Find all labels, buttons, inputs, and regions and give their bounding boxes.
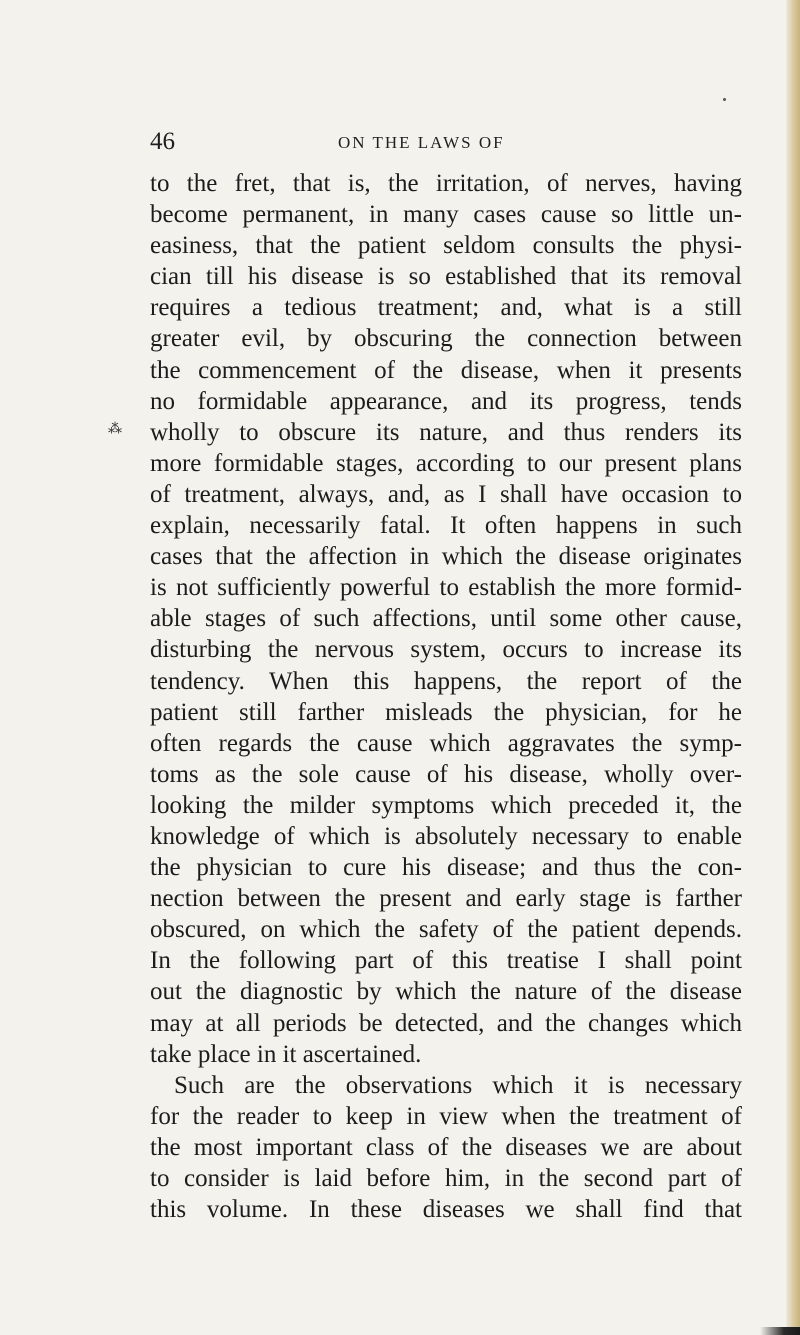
text-line: for the reader to keep in view when the treatment of bbox=[150, 1102, 742, 1130]
text-line: explain, necessarily fatal. It often happens in such bbox=[150, 512, 742, 540]
text-line: looking the milder symptoms which preceded it, the bbox=[150, 791, 742, 819]
text-line: become permanent, in many cases cause so little un- bbox=[150, 201, 742, 229]
text-line: more formidable stages, according to our present plans bbox=[150, 449, 742, 477]
text-line: out the diagnostic by which the nature of the disease bbox=[150, 978, 742, 1006]
text-line: In the following part of this treatise I shall point bbox=[150, 947, 742, 975]
page-number: 46 bbox=[150, 128, 175, 155]
text-line: to the fret, that is, the irritation, of nerves, having bbox=[150, 170, 742, 197]
text-line: easiness, that the patient seldom consults the physi- bbox=[150, 232, 742, 260]
text-line: cian till his disease is so established that its removal bbox=[150, 263, 742, 291]
page-edge-shadow bbox=[786, 0, 800, 1335]
text-line: patient still farther misleads the physician, for he bbox=[150, 698, 742, 726]
text-line: often regards the cause which aggravates the symp- bbox=[150, 729, 742, 757]
text-line: Such are the observations which it is necessary bbox=[174, 1071, 742, 1099]
text-line: requires a tedious treatment; and, what is a still bbox=[150, 294, 742, 322]
page-header bbox=[150, 128, 750, 160]
page-corner-shadow bbox=[760, 1327, 800, 1335]
text-line: of treatment, always, and, as I shall have occasion to bbox=[150, 480, 742, 508]
ink-speck bbox=[723, 98, 726, 101]
text-line: greater evil, by obscuring the connection between bbox=[150, 325, 742, 353]
running-head: ON THE LAWS OF bbox=[338, 133, 505, 152]
margin-mark-icon: ⁂ bbox=[108, 421, 122, 437]
body-text bbox=[150, 168, 742, 1225]
text-line: wholly to obscure its nature, and thus renders its bbox=[150, 418, 742, 446]
text-line: this volume. In these diseases we shall find that bbox=[150, 1196, 742, 1224]
text-line: toms as the sole cause of his disease, wholly over- bbox=[150, 760, 742, 788]
text-line: may at all periods be detected, and the changes which bbox=[150, 1009, 742, 1037]
text-line: cases that the affection in which the disease originates bbox=[150, 543, 742, 571]
text-line: obscured, on which the safety of the patient depends. bbox=[150, 916, 742, 944]
text-line: no formidable appearance, and its progress, tends bbox=[150, 387, 742, 415]
text-line: disturbing the nervous system, occurs to increase its bbox=[150, 636, 742, 664]
text-line: is not sufficiently powerful to establish the more formid- bbox=[150, 574, 742, 602]
text-line: take place in it ascertained. bbox=[150, 1040, 422, 1068]
text-line: tendency. When this happens, the report of the bbox=[150, 667, 742, 695]
text-line: the most important class of the diseases we are about bbox=[150, 1133, 742, 1161]
text-line: to consider is laid before him, in the second part of bbox=[150, 1165, 742, 1192]
text-line: knowledge of which is absolutely necessary to enable bbox=[150, 822, 742, 850]
text-line: the physician to cure his disease; and thus the con- bbox=[150, 854, 742, 882]
text-line: able stages of such affections, until some other cause, bbox=[150, 605, 742, 633]
text-line: nection between the present and early stage is farther bbox=[150, 885, 742, 913]
text-line: the commencement of the disease, when it presents bbox=[150, 356, 742, 384]
